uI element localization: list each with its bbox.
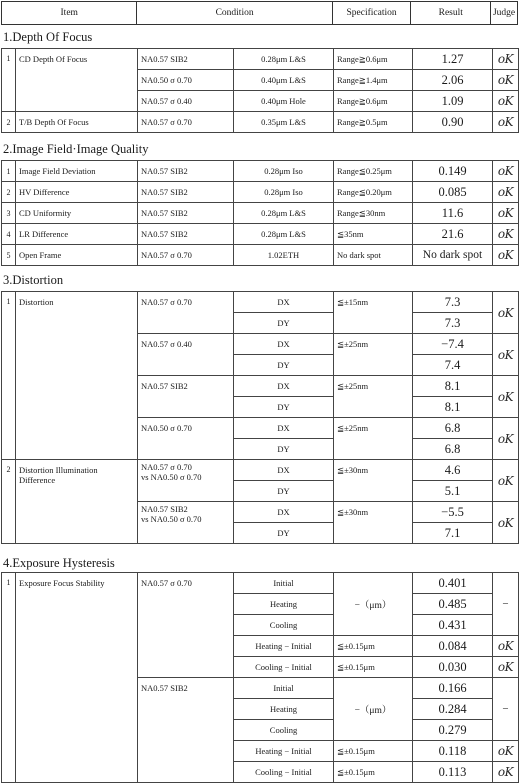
condition-line: NA0.57 σ 0.70 — [141, 462, 192, 472]
section-title: 1.Depth Of Focus — [3, 30, 93, 44]
condition-line: NA0.57 SIB2 — [141, 504, 188, 514]
result-value: 1.27 — [413, 49, 493, 70]
item-label: Exposure Focus Stability — [16, 573, 138, 783]
image-field-table — [1, 160, 519, 266]
judge-text: oK — [497, 164, 514, 178]
condition — [138, 502, 234, 544]
specification: ≦±0.15μm — [334, 741, 413, 762]
condition — [138, 460, 234, 502]
judge-text: oK — [497, 248, 514, 262]
exposure-hysteresis-table — [1, 572, 519, 783]
condition: NA0.50 σ 0.70 — [138, 418, 234, 460]
condition-detail: 0.40μm L&S — [234, 70, 334, 91]
judge-mark — [493, 762, 519, 783]
stage-initial: Initial — [234, 678, 334, 699]
specification: Range≦0.25μm — [334, 161, 413, 182]
axis-label-dy: DY — [234, 481, 334, 502]
judge-text: oK — [497, 431, 514, 446]
specification: ≦35nm — [334, 224, 413, 245]
judge-dash: − — [493, 573, 519, 636]
condition-detail: 0.28μm L&S — [234, 49, 334, 70]
judge-text: oK — [497, 115, 514, 129]
judge-mark — [493, 334, 519, 376]
result-value: 7.4 — [413, 355, 493, 376]
stage-cooling: Cooling — [234, 615, 334, 636]
table-row — [2, 224, 519, 245]
header-condition: Condition — [137, 2, 332, 24]
result-value: 0.149 — [413, 161, 493, 182]
result-value: 0.166 — [413, 678, 493, 699]
table-row — [2, 203, 519, 224]
axis-label-dx: DX — [234, 502, 334, 523]
judge-text: oK — [497, 206, 514, 220]
depth-of-focus-table — [1, 48, 519, 133]
judge-mark — [493, 245, 519, 266]
specification: ≦±15nm — [334, 292, 413, 334]
table-row — [2, 182, 519, 203]
result-value: 0.085 — [413, 182, 493, 203]
specification: ≦±25nm — [334, 334, 413, 376]
judge-mark — [493, 460, 519, 502]
table-row — [2, 460, 519, 481]
axis-label-dx: DX — [234, 418, 334, 439]
result-value: No dark spot — [413, 245, 493, 266]
result-value: 1.09 — [413, 91, 493, 112]
specification: ≦±30nm — [334, 502, 413, 544]
result-value: 4.6 — [413, 460, 493, 481]
judge-text: oK — [497, 94, 514, 108]
item-number: 1 — [2, 49, 16, 112]
judge-text: oK — [497, 744, 514, 758]
stage-heating: Heating — [234, 699, 334, 720]
condition: NA0.57 SIB2 — [138, 224, 234, 245]
result-value: −7.4 — [413, 334, 493, 355]
item-label: Image Field Deviation — [16, 161, 138, 182]
table-row — [2, 49, 519, 70]
axis-label-dy: DY — [234, 397, 334, 418]
judge-text: oK — [497, 473, 514, 488]
result-value: 11.6 — [413, 203, 493, 224]
axis-label-dy: DY — [234, 313, 334, 334]
condition: NA0.57 SIB2 — [138, 203, 234, 224]
result-value: 0.284 — [413, 699, 493, 720]
section-title: 4.Exposure Hysteresis — [3, 556, 115, 570]
condition-detail: 0.28μm L&S — [234, 224, 334, 245]
judge-mark — [493, 418, 519, 460]
specification: No dark spot — [334, 245, 413, 266]
specification: Range≧1.4μm — [334, 70, 413, 91]
condition: NA0.57 σ 0.70 — [138, 245, 234, 266]
result-value: 2.06 — [413, 70, 493, 91]
condition: NA0.57 SIB2 — [138, 678, 234, 783]
specification: Range≧0.5μm — [334, 112, 413, 133]
item-label: LR Difference — [16, 224, 138, 245]
specification: ≦±30nm — [334, 460, 413, 502]
item-number: 1 — [2, 573, 16, 783]
stage-initial: Initial — [234, 573, 334, 594]
item-label: CD Depth Of Focus — [16, 49, 138, 112]
section-title: 2.Image Field·Image Quality — [3, 142, 149, 156]
item-label: CD Uniformity — [16, 203, 138, 224]
condition: NA0.57 SIB2 — [138, 182, 234, 203]
distortion-table — [1, 291, 519, 544]
result-value: 0.084 — [413, 636, 493, 657]
condition: NA0.57 σ 0.70 — [138, 292, 234, 334]
item-label: T/B Depth Of Focus — [16, 112, 138, 133]
stage-heating-minus-initial: Heating − Initial — [234, 741, 334, 762]
judge-text: oK — [497, 305, 514, 320]
specification: Range≧0.6μm — [334, 91, 413, 112]
result-value: 0.279 — [413, 720, 493, 741]
condition-detail: 1.02ETH — [234, 245, 334, 266]
specification: Range≦30nm — [334, 203, 413, 224]
result-value: 7.1 — [413, 523, 493, 544]
condition: NA0.57 SIB2 — [138, 376, 234, 418]
stage-cooling: Cooling — [234, 720, 334, 741]
judge-mark — [493, 203, 519, 224]
result-value: 6.8 — [413, 439, 493, 460]
judge-mark — [493, 91, 519, 112]
result-value: 6.8 — [413, 418, 493, 439]
result-value: 7.3 — [413, 313, 493, 334]
condition: NA0.57 σ 0.70 — [138, 573, 234, 678]
item-number: 4 — [2, 224, 16, 245]
table-row — [2, 292, 519, 313]
result-value: 0.030 — [413, 657, 493, 678]
unit-specification: −（μm） — [334, 678, 413, 741]
judge-text: oK — [497, 227, 514, 241]
judge-text: oK — [497, 389, 514, 404]
item-number: 1 — [2, 161, 16, 182]
result-value: 8.1 — [413, 397, 493, 418]
section-title: 3.Distortion — [3, 273, 64, 287]
condition-detail: 0.28μm Iso — [234, 161, 334, 182]
judge-dash: − — [493, 678, 519, 741]
judge-text: oK — [497, 765, 514, 779]
item-number: 2 — [2, 112, 16, 133]
condition-line: vs NA0.50 σ 0.70 — [141, 514, 202, 524]
header-judge: Judge — [492, 8, 516, 18]
table-row — [2, 112, 519, 133]
condition: NA0.57 σ 0.40 — [138, 334, 234, 376]
judge-mark — [493, 376, 519, 418]
stage-cooling-minus-initial: Cooling − Initial — [234, 762, 334, 783]
item-number: 2 — [2, 182, 16, 203]
item-label: Open Frame — [16, 245, 138, 266]
judge-mark — [493, 292, 519, 334]
judge-text: oK — [497, 515, 514, 530]
result-value: 0.118 — [413, 741, 493, 762]
judge-mark — [493, 182, 519, 203]
stage-heating-minus-initial: Heating − Initial — [234, 636, 334, 657]
unit-specification: −（μm） — [334, 573, 413, 636]
judge-mark — [493, 112, 519, 133]
axis-label-dy: DY — [234, 523, 334, 544]
condition: NA0.57 σ 0.70 — [138, 112, 234, 133]
condition: NA0.57 SIB2 — [138, 49, 234, 70]
condition: NA0.57 SIB2 — [138, 161, 234, 182]
judge-mark — [493, 161, 519, 182]
axis-label-dy: DY — [234, 439, 334, 460]
result-value: 0.401 — [413, 573, 493, 594]
axis-label-dx: DX — [234, 376, 334, 397]
specification: ≦±25nm — [334, 418, 413, 460]
judge-mark — [493, 741, 519, 762]
judge-mark — [493, 70, 519, 91]
axis-label-dx: DX — [234, 460, 334, 481]
item-label: Distortion — [16, 292, 138, 460]
condition-line: vs NA0.50 σ 0.70 — [141, 472, 202, 482]
result-value: 0.113 — [413, 762, 493, 783]
result-value: 21.6 — [413, 224, 493, 245]
stage-cooling-minus-initial: Cooling − Initial — [234, 657, 334, 678]
item-number: 5 — [2, 245, 16, 266]
judge-text: oK — [497, 73, 514, 87]
result-value: 0.431 — [413, 615, 493, 636]
header-result: Result — [411, 2, 491, 24]
specification: ≦±0.15μm — [334, 636, 413, 657]
judge-mark — [493, 657, 519, 678]
result-value: 5.1 — [413, 481, 493, 502]
item-number: 3 — [2, 203, 16, 224]
condition-detail: 0.28μm Iso — [234, 182, 334, 203]
condition-detail: 0.28μm L&S — [234, 203, 334, 224]
specification: ≦±25nm — [334, 376, 413, 418]
condition-detail: 0.40μm Hole — [234, 91, 334, 112]
judge-text: oK — [497, 52, 514, 66]
judge-text: oK — [497, 185, 514, 199]
judge-text: oK — [497, 639, 514, 653]
condition: NA0.50 σ 0.70 — [138, 70, 234, 91]
axis-label-dy: DY — [234, 355, 334, 376]
condition: NA0.57 σ 0.40 — [138, 91, 234, 112]
judge-text: oK — [497, 347, 514, 362]
judge-mark — [493, 224, 519, 245]
judge-mark — [493, 636, 519, 657]
result-value: 7.3 — [413, 292, 493, 313]
table-row — [2, 573, 519, 594]
axis-label-dx: DX — [234, 334, 334, 355]
result-value: 0.485 — [413, 594, 493, 615]
table-header — [1, 1, 518, 25]
condition-detail: 0.35μm L&S — [234, 112, 334, 133]
table-row — [2, 161, 519, 182]
specification: Range≦0.20μm — [334, 182, 413, 203]
specification: ≦±0.15μm — [334, 762, 413, 783]
axis-label-dx: DX — [234, 292, 334, 313]
table-row — [2, 245, 519, 266]
item-label: Distortion Illumination Difference — [16, 460, 138, 544]
result-value: 8.1 — [413, 376, 493, 397]
result-value: 0.90 — [413, 112, 493, 133]
result-value: −5.5 — [413, 502, 493, 523]
stage-heating: Heating — [234, 594, 334, 615]
item-label: HV Difference — [16, 182, 138, 203]
specification: Range≧0.6μm — [334, 49, 413, 70]
header-item: Item — [2, 2, 137, 24]
item-number: 1 — [2, 292, 16, 460]
judge-mark — [493, 49, 519, 70]
specification: ≦±0.15μm — [334, 657, 413, 678]
judge-text: oK — [497, 660, 514, 674]
item-number: 2 — [2, 460, 16, 544]
judge-mark — [493, 502, 519, 544]
header-specification: Specification — [333, 2, 412, 24]
